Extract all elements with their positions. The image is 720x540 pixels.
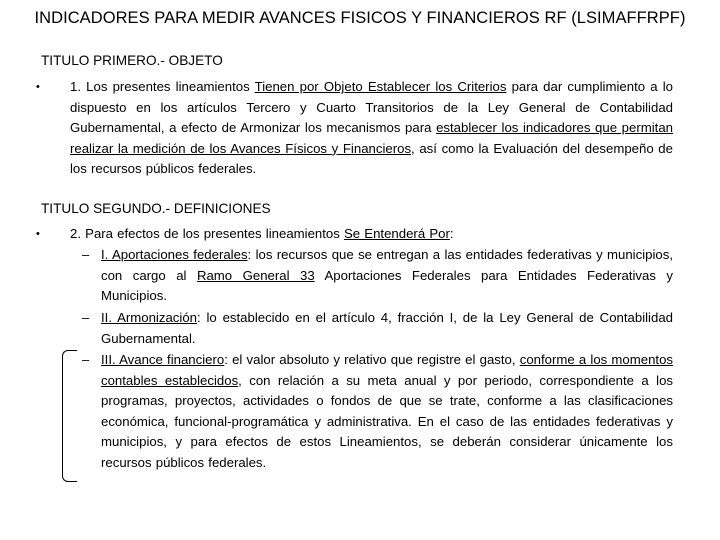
page-title: INDICADORES PARA MEDIR AVANCES FISICOS Y FINANCIEROS RF (LSIMAFFRPF) [34,9,686,27]
bullet-2: • [36,228,40,240]
definition-item-1: I. Aportaciones federales: los recursos que se entregan a las entidades federativas y municipios, con cargo al Ramo General 33 Aportaciones Federales para Entidades Federativas y Municipios. [101,247,673,304]
section-2-intro: 2. Para efectos de los presentes lineamientos Se Entenderá Por: [70,226,454,241]
bracket-decoration [62,350,77,482]
section-2-heading: TITULO SEGUNDO.- DEFINICIONES [41,201,271,216]
dash-item-1: – [82,247,90,262]
dash-item-2: – [82,310,90,325]
definition-item-3: III. Avance financiero: el valor absoluto y relativo que registre el gasto, conforme a los momentos contables establecidos, con relación a su meta anual y por periodo, correspondiente a los programas, proyectos, actividades o fondos de que se trate, conforme a las clasificaciones económica, funcional-programática y administrativa. En el caso de las entidades federativas y municipios, y para efectos de estos Lineamientos, se deberán considerar únicamente los recursos públicos federales. [101,352,673,470]
section-1-heading: TITULO PRIMERO.- OBJETO [41,53,223,68]
dash-item-3: – [82,352,90,367]
section-1-paragraph: 1. Los presentes lineamientos Tienen por Objeto Establecer los Criterios para dar cumplimiento a lo dispuesto en los artículos Tercero y Cuarto Transitorios de la Ley General de Contabilidad Gubernamental, a efecto de Armonizar los mecanismos para establecer los indicadores que permitan realizar la medición de los Avances Físicos y Financieros, así como la Evaluación del desempeño de los recursos públicos federales. [70,79,673,177]
definition-item-2: II. Armonización: lo establecido en el artículo 4, fracción I, de la Ley General de Contabilidad Gubernamental. [101,310,673,346]
bullet-1: • [36,81,40,93]
